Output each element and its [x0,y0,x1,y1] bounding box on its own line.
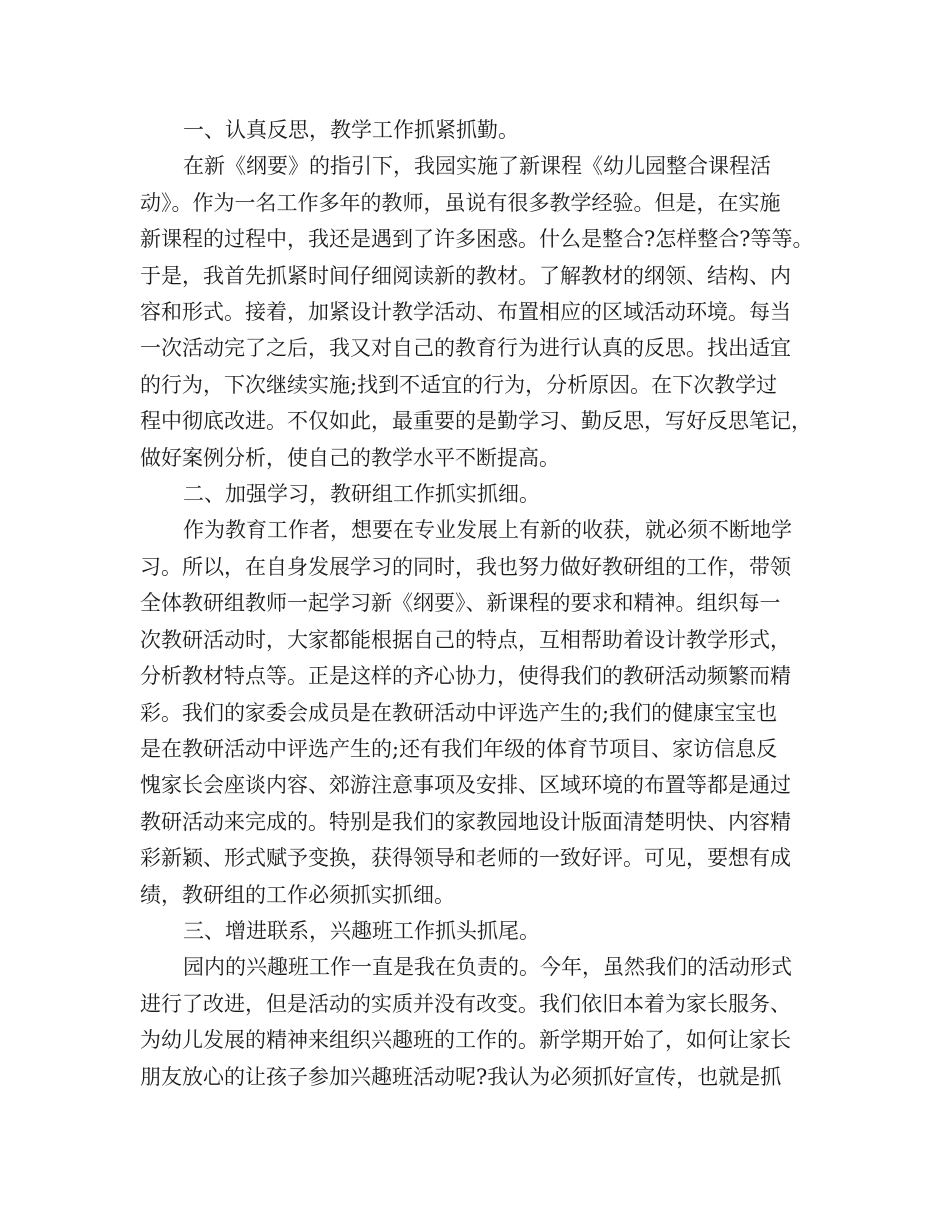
paragraph-line: 于是，我首先抓紧时间仔细阅读新的教材。了解教材的纲领、结构、内 [140,263,791,288]
paragraph-line: 全体教研组教师一起学习新《纲要》、新课程的要求和精神。组织每一 [140,591,781,616]
section-3 [140,913,830,1095]
section-heading: 一、认真反思，教学工作抓紧抓勤。 [183,118,519,142]
section-heading: 二、加强学习，教研组工作抓实抓细。 [183,482,540,507]
paragraph-line: 进行了改进，但是活动的实质并没有改变。我们依旧本着为家长服务、 [140,991,791,1016]
paragraph-line: 愧家长会座谈内容、郊游注意事项及安排、区域环境的布置等都是通过 [140,773,791,798]
paragraph-line: 做好案例分析，使自己的教学水平不断提高。 [140,445,560,470]
section-paragraph [140,949,830,1095]
section-1 [140,112,830,476]
paragraph-line: 为幼儿发展的精神来组织兴趣班的工作的。新学期开始了，如何让家长 [140,1028,791,1053]
paragraph-line: 一次活动完了之后，我又对自己的教育行为进行认真的反思。找出适宜 [140,336,791,361]
paragraph-line: 的行为，下次继续实施;找到不适宜的行为，分析原因。在下次教学过 [140,372,778,397]
paragraph-line: 分析教材特点等。正是这样的齐心协力，使得我们的教研活动频繁而精 [140,664,791,689]
paragraph-line: 习。所以，在自身发展学习的同时，我也努力做好教研组的工作，带领 [140,554,791,579]
paragraph-line: 在新《纲要》的指引下，我园实施了新课程《幼儿园整合课程活 [183,154,771,179]
paragraph-line: 绩，教研组的工作必须抓实抓细。 [140,882,455,907]
section-heading: 三、增进联系，兴趣班工作抓头抓尾。 [183,918,540,943]
paragraph-line: 彩新颖、形式赋予变换，获得领导和老师的一致好评。可见，要想有成 [140,846,791,871]
paragraph-line: 朋友放心的让孩子参加兴趣班活动呢?我认为必须抓好宣传，也就是抓 [140,1064,782,1089]
paragraph-line: 是在教研活动中评选产生的;还有我们年级的体育节项目、家访信息反 [140,736,778,761]
paragraph-line: 作为教育工作者，想要在专业发展上有新的收获，就必须不断地学 [183,518,792,543]
paragraph-line: 动》。作为一名工作多年的教师，虽说有很多教学经验。但是，在实施 [140,190,781,215]
document-body [140,112,830,1095]
paragraph-line: 次教研活动时，大家都能根据自己的特点，互相帮助着设计教学形式， [140,627,791,652]
section-paragraph [140,512,830,912]
paragraph-line: 新课程的过程中，我还是遇到了许多困惑。什么是整合?怎样整合?等等。 [140,227,814,252]
paragraph-line: 园内的兴趣班工作一直是我在负责的。今年，虽然我们的活动形式 [183,955,792,980]
paragraph-line: 教研活动来完成的。特别是我们的家教园地设计版面清楚明快、内容精 [140,809,791,834]
section-2 [140,476,830,913]
paragraph-line: 彩。我们的家委会成员是在教研活动中评选产生的;我们的健康宝宝也 [140,700,778,725]
paragraph-line: 容和形式。接着，加紧设计教学活动、布置相应的区域活动环境。每当 [140,300,791,325]
paragraph-line: 程中彻底改进。不仅如此，最重要的是勤学习、勤反思，写好反思笔记， [140,409,812,434]
section-paragraph [140,148,830,476]
